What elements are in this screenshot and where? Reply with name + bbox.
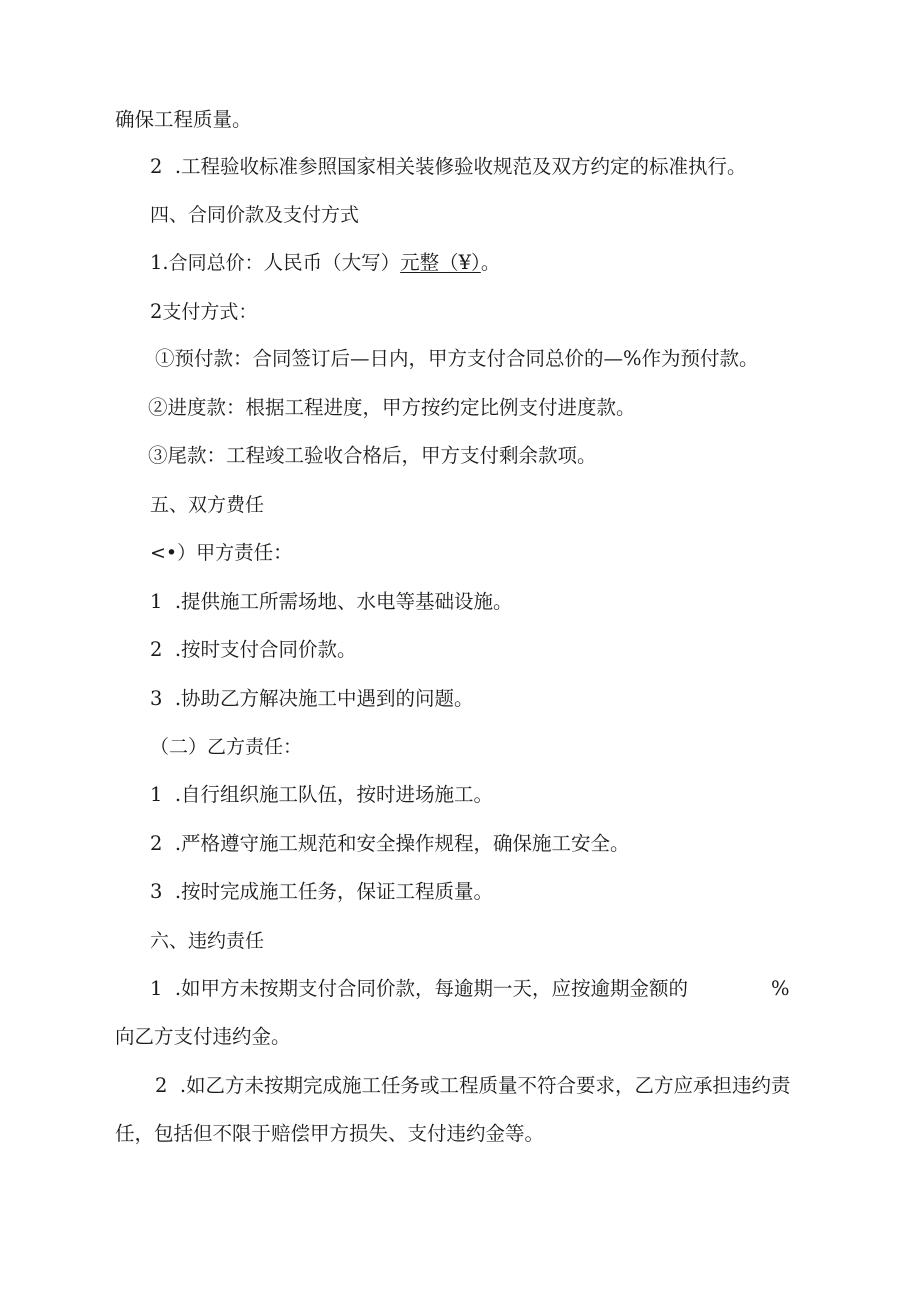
percent-sign: % [771,977,790,1000]
price-label: 合同总价： [168,252,264,274]
party-a-suffix: 责任： [234,541,293,564]
clause-number: 1 [150,977,163,1000]
breach-clause-1 [150,975,688,1003]
list-number: 3 [150,880,163,903]
price-text: 人民币（大写） [263,251,401,274]
acceptance-clause [150,153,747,181]
payment-label: 支付方式： [162,301,258,323]
clause-text: .如甲方未按期支付合同价款，每逾期一天，应按逾期金额的 [174,977,689,1000]
party-a-heading [150,539,293,567]
list-item [150,781,493,809]
list-text: .自行组织施工队伍，按时进场施工。 [174,783,494,806]
payment-item-progress: ②进度款：根据工程进度，甲方按约定比例支付进度款。 [148,396,636,419]
contract-price-line [150,249,500,277]
list-number: 1 [150,590,163,613]
list-text: .严格遵守施工规范和安全操作规程，确保施工安全。 [174,832,630,855]
list-item [150,636,357,664]
party-a-prefix: <•）甲方 [150,542,235,564]
clause-text: .工程验收标准参照国家相关装修验收规范及双方约定的标准执行。 [174,155,747,178]
section-heading-5: 五、双方费任 [150,494,265,516]
price-number: 1. [150,251,169,274]
breach-clause-2 [155,1072,791,1100]
list-text: .按时完成施工任务，保证工程质量。 [174,880,494,903]
section-heading-6: 六、违约责任 [150,930,265,952]
paragraph-continuation: 确保工程质量。 [115,108,252,131]
list-number: 1 [150,783,163,806]
section-heading-4: 四、合同价款及支付方式 [150,204,360,226]
payment-item-advance: ①预付款：合同签订后—日内，甲方支付合同总价的—%作为预付款。 [155,347,759,370]
list-text: .提供施工所需场地、水电等基础设施。 [174,590,513,613]
payment-number: 2 [150,300,163,323]
party-b-heading: （二）乙方责任： [150,736,303,758]
list-number: 2 [150,638,163,661]
clause-number: 2 [155,1074,168,1097]
payment-method-heading [150,298,257,326]
breach-clause-1-continuation: 向乙方支付违约金。 [115,1025,291,1048]
price-end: 。 [480,251,501,274]
list-item [150,685,474,713]
clause-text: .如乙方未按期完成施工任务或工程质量不符合要求，乙方应承担违约责 [179,1074,791,1097]
payment-item-final: ③尾款：工程竣工验收合格后，甲方支付剩余款项。 [148,444,597,467]
price-amount-field: 元整（¥） [400,251,481,274]
list-item [150,830,630,858]
breach-clause-2-continuation: 任，包括但不限于赔偿甲方损失、支付违约金等。 [115,1122,545,1145]
list-number: 3 [150,687,163,710]
clause-number: 2 [150,155,163,178]
list-text: .按时支付合同价款。 [174,638,357,661]
list-item [150,588,513,616]
list-item [150,878,493,906]
list-number: 2 [150,832,163,855]
list-text: .协助乙方解决施工中遇到的问题。 [174,687,474,710]
